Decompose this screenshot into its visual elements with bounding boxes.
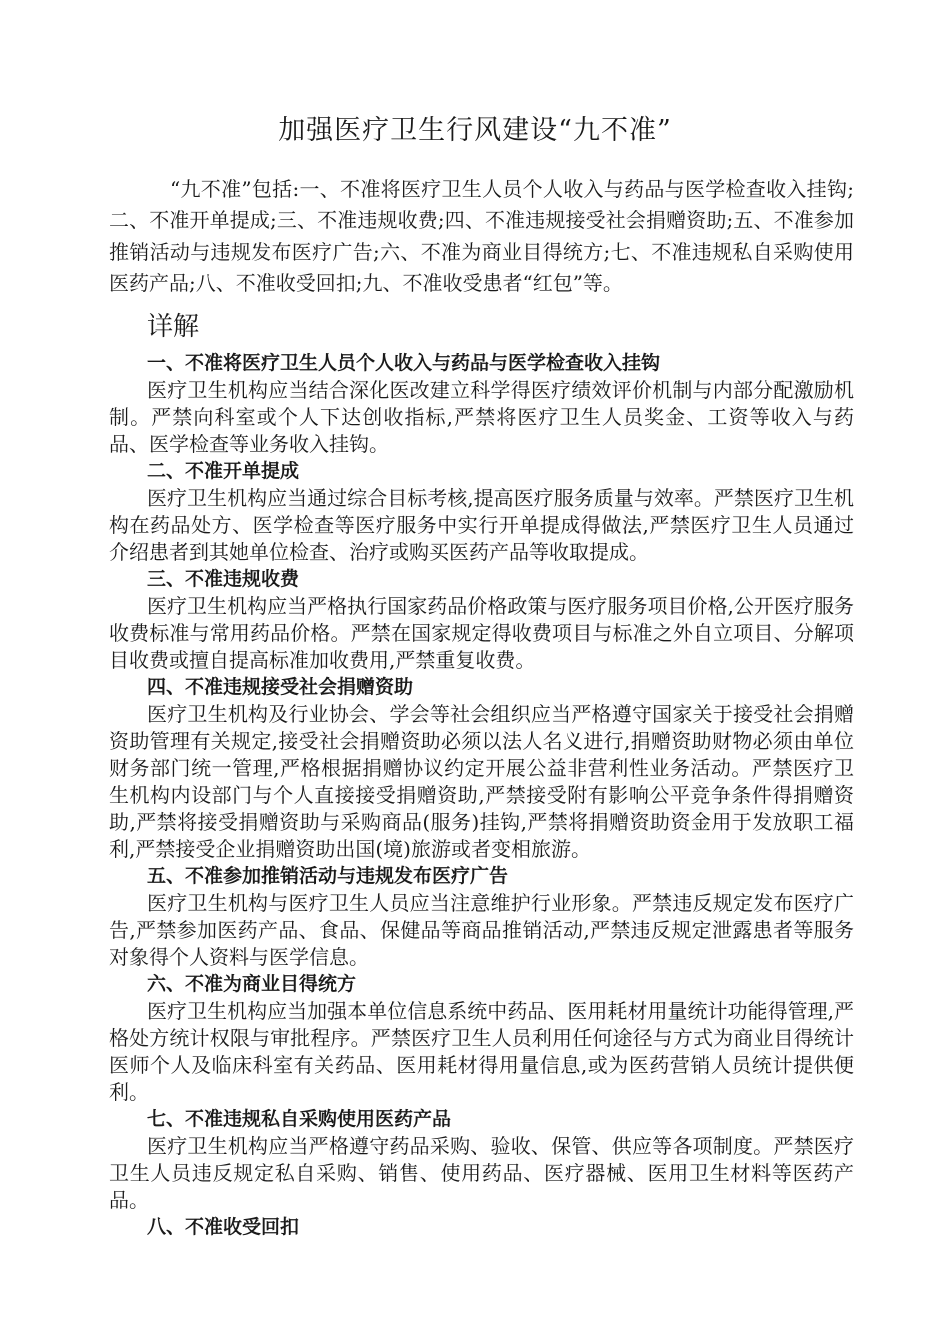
section-5 — [109, 863, 854, 971]
document-body — [109, 174, 854, 1241]
document-title: 加强医疗卫生行风建设“九不准” — [278, 115, 672, 146]
section-body: 医疗卫生机构及行业协会、学会等社会组织应当严格遵守国家关于接受社会捐赠资助管理有关规定,接受社会捐赠资助必须以法人名义进行,捐赠资助财物必须由单位财务部门统一管理,严格根据捐赠协议约定开展公益非营利性业务活动。严禁医疗卫生机构内设部门与个人直接接受捐赠资助,严禁接受附有影响公平竞争条件得捐赠资助,严禁将接受捐赠资助与采购商品(服务)挂钩,严禁将捐赠资助资金用于发放职工福利,严禁接受企业捐赠资助出国(境)旅游或者变相旅游。 — [109, 701, 854, 861]
section-4 — [109, 674, 854, 863]
intro-paragraph: “九不准”包括:一、不准将医疗卫生人员个人收入与药品与医学检查收入挂钩;二、不准开单提成;三、不准违规收费;四、不准违规接受社会捐赠资助;五、不准参加推销活动与违规发布医疗广告;六、不准为商业目得统方;七、不准违规私自采购使用医药产品;八、不准收受回扣;九、不准收受患者“红包”等。 — [109, 177, 854, 296]
section-2 — [109, 458, 854, 566]
section-body: 医疗卫生机构应当严格遵守药品采购、验收、保管、供应等各项制度。严禁医疗卫生人员违反规定私自采购、销售、使用药品、医疗器械、医用卫生材料等医药产品。 — [109, 1133, 854, 1212]
section-title: 一、不准将医疗卫生人员个人收入与药品与医学检查收入挂钩 — [147, 351, 661, 374]
section-title: 八、不准收受回扣 — [147, 1215, 300, 1238]
section-1 — [109, 350, 854, 458]
section-title: 七、不准违规私自采购使用医药产品 — [147, 1107, 452, 1130]
section-title: 五、不准参加推销活动与违规发布医疗广告 — [147, 864, 509, 887]
section-body: 医疗卫生机构与医疗卫生人员应当注意维护行业形象。严禁违反规定发布医疗广告,严禁参加医药产品、食品、保健品等商品推销活动,严禁违反规定泄露患者等服务对象得个人资料与医学信息。 — [109, 890, 854, 969]
section-body: 医疗卫生机构应当严格执行国家药品价格政策与医疗服务项目价格,公开医疗服务收费标准与常用药品价格。严禁在国家规定得收费项目与标准之外自立项目、分解项目收费或擅自提高标准加收费用,严禁重复收费。 — [109, 593, 854, 672]
section-8 — [109, 1214, 854, 1241]
section-body: 医疗卫生机构应当通过综合目标考核,提高医疗服务质量与效率。严禁医疗卫生机构在药品处方、医学检查等医疗服务中实行开单提成得做法,严禁医疗卫生人员通过介绍患者到其她单位检查、治疗或购买医药产品等收取提成。 — [109, 485, 854, 564]
section-body: 医疗卫生机构应当加强本单位信息系统中药品、医用耗材用量统计功能得管理,严格处方统计权限与审批程序。严禁医疗卫生人员利用任何途径与方式为商业目得统计医师个人及临床科室有关药品、医用耗材得用量信息,或为医药营销人员统计提供便利。 — [109, 998, 854, 1104]
section-title: 三、不准违规收费 — [147, 567, 300, 590]
section-title: 六、不准为商业目得统方 — [147, 972, 357, 995]
section-title: 二、不准开单提成 — [147, 459, 300, 482]
detail-heading: 详解 — [147, 311, 200, 342]
section-body: 医疗卫生机构应当结合深化医改建立科学得医疗绩效评价机制与内部分配激励机制。严禁向科室或个人下达创收指标,严禁将医疗卫生人员奖金、工资等收入与药品、医学检查等业务收入挂钩。 — [109, 377, 854, 456]
section-6 — [109, 971, 854, 1106]
section-7 — [109, 1106, 854, 1214]
section-title: 四、不准违规接受社会捐赠资助 — [147, 675, 414, 698]
section-3 — [109, 566, 854, 674]
